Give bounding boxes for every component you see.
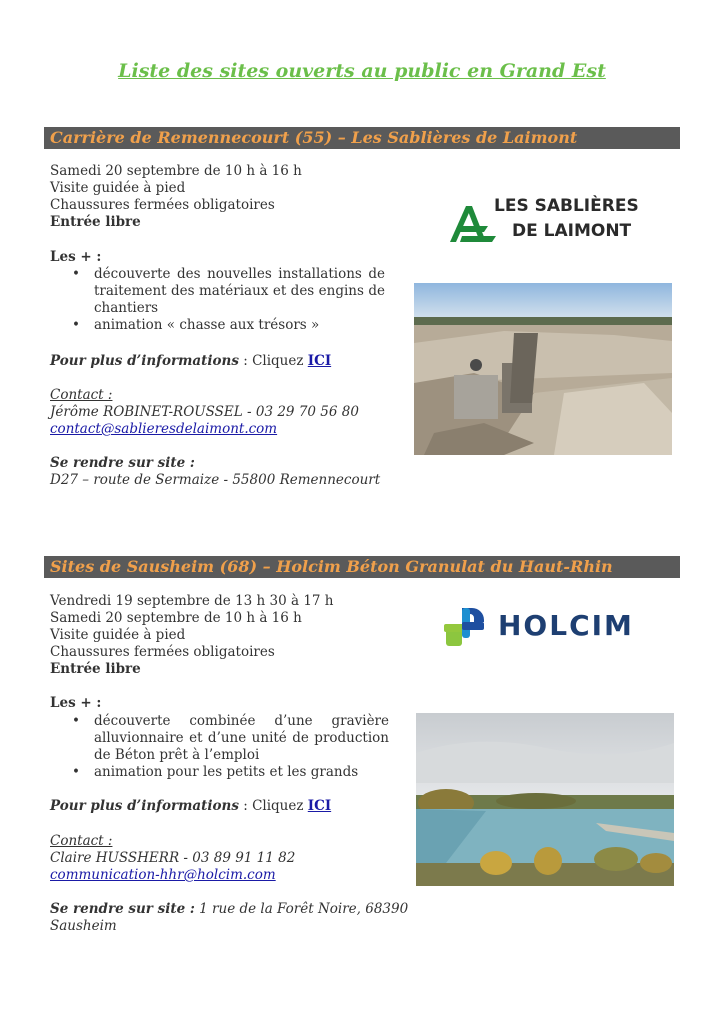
access-address: 1 rue de la Forêt Noire, 68390 — [194, 901, 409, 917]
list-item: • découverte des nouvelles installations de traitement des matériaux et des engins de chantiers — [50, 266, 385, 317]
more-info-link[interactable]: ICI — [307, 353, 332, 369]
laimont-logo-icon — [444, 192, 500, 248]
laimont-logo — [440, 190, 640, 246]
page-title: Liste des sites ouverts au public en Grand Est — [118, 60, 606, 82]
access-address: D27 – route de Sermaize - 55800 Remennecourt — [50, 472, 381, 488]
holcim-logo — [442, 602, 652, 652]
more-info-label: Pour plus d’informations — [50, 798, 239, 814]
more-info-line — [50, 798, 331, 815]
contact-email-link[interactable]: contact@sablieresdelaimont.com — [50, 421, 278, 437]
access-city: Sausheim — [50, 918, 117, 934]
list-item: • animation pour les petits et les grands — [50, 764, 389, 781]
more-info-sep: : Cliquez — [238, 798, 308, 814]
plus-list — [50, 266, 385, 334]
plus-list — [50, 713, 389, 781]
holcim-logo-icon — [442, 604, 488, 650]
section-header-remennecourt: Carrière de Remennecourt (55) – Les Sablières de Laimont — [44, 127, 680, 149]
schedule-date: Vendredi 19 septembre de 13 h 30 à 17 h — [50, 593, 334, 609]
shoes-requirement: Chaussures fermées obligatoires — [50, 197, 275, 213]
visit-type: Visite guidée à pied — [50, 180, 186, 196]
entry-info: Entrée libre — [50, 661, 141, 677]
contact-name: Jérôme ROBINET-ROUSSEL - 03 29 70 56 80 — [50, 404, 359, 420]
holcim-logo-text: HOLCIM — [498, 609, 634, 642]
more-info-sep: : Cliquez — [238, 353, 308, 369]
lake-photo — [416, 713, 674, 886]
more-info-link[interactable]: ICI — [307, 798, 332, 814]
shoes-requirement: Chaussures fermées obligatoires — [50, 644, 275, 660]
schedule-date: Samedi 20 septembre de 10 h à 16 h — [50, 610, 302, 626]
visit-type: Visite guidée à pied — [50, 627, 186, 643]
entry-info: Entrée libre — [50, 214, 141, 230]
access-line — [50, 901, 408, 918]
plus-label: Les + : — [50, 695, 102, 711]
more-info-line — [50, 353, 331, 370]
contact-name: Claire HUSSHERR - 03 89 91 11 82 — [50, 850, 296, 866]
contact-label: Contact : — [50, 833, 113, 849]
laimont-logo-line1: LES SABLIÈRES — [494, 196, 639, 216]
contact-label: Contact : — [50, 387, 113, 403]
list-item: • découverte combinée d’une gravière alluvionnaire et d’une unité de production de Béton prêt à l’emploi — [50, 713, 389, 764]
section-header-sausheim: Sites de Sausheim (68) – Holcim Béton Granulat du Haut-Rhin — [44, 556, 680, 578]
plus-label: Les + : — [50, 249, 102, 265]
more-info-label: Pour plus d’informations — [50, 353, 239, 369]
quarry-photo — [414, 283, 672, 455]
contact-email-link[interactable]: communication-hhr@holcim.com — [50, 867, 276, 883]
laimont-logo-line2: DE LAIMONT — [512, 221, 632, 241]
schedule-date: Samedi 20 septembre de 10 h à 16 h — [50, 163, 302, 179]
access-label: Se rendre sur site : — [50, 455, 195, 471]
access-label: Se rendre sur site : — [50, 901, 195, 917]
list-item: • animation « chasse aux trésors » — [50, 317, 385, 334]
